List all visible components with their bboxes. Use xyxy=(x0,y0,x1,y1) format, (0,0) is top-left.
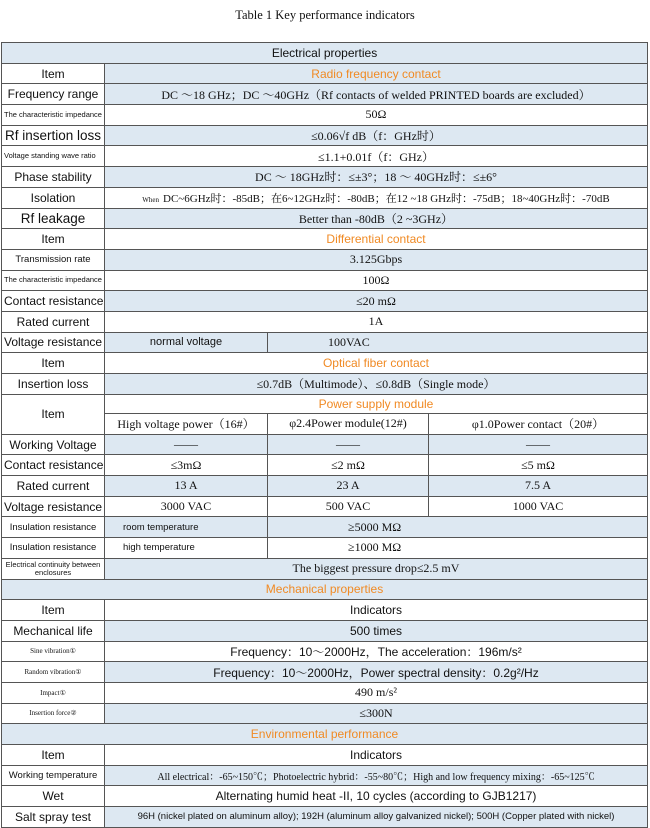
transmission-rate-value: 3.125Gbps xyxy=(105,249,648,270)
random-vibration-label: Random vibration① xyxy=(2,662,105,683)
voltage-resistance-label: Voltage resistance xyxy=(2,332,105,353)
vswr-label: Voltage standing wave ratio xyxy=(2,146,105,167)
normal-voltage-label: normal voltage xyxy=(105,332,268,353)
phase-stability-label: Phase stability xyxy=(2,167,105,188)
insertion-force-label: Insertion force② xyxy=(2,703,105,724)
transmission-rate-label: Transmission rate xyxy=(2,249,105,270)
item-header-4: Item xyxy=(2,394,105,434)
phase-stability-value: DC ～ 18GHz时：≤±3°；18 ～ 40GHz时：≤±6° xyxy=(105,167,648,188)
mechanical-life-value: 500 times xyxy=(105,620,648,641)
working-temperature-value: All electrical：-65~150℃；Photoelectric hybrid：-55~80℃；High and low frequency mixing：-65~125℃ xyxy=(105,765,648,786)
psm-contact-resistance-1: ≤3mΩ xyxy=(105,455,268,476)
salt-spray-value: 96H (nickel plated on aluminum alloy); 192H (aluminum alloy galvanized nickel); 500H (Copper plated with nickel) xyxy=(105,807,648,828)
insulation-resistance-value-2: ≥1000 MΩ xyxy=(268,538,648,559)
section-environmental: Environmental performance xyxy=(2,724,648,745)
working-voltage-1: —— xyxy=(105,434,268,455)
optical-fiber-header: Optical fiber contact xyxy=(105,353,648,374)
section-electrical: Electrical properties xyxy=(2,43,648,64)
room-temperature-label: room temperature xyxy=(105,517,268,538)
kpi-table xyxy=(1,42,648,828)
psm-voltage-resistance-2: 500 VAC xyxy=(268,496,429,517)
contact-resistance-label: Contact resistance xyxy=(2,291,105,312)
isolation-value-cell xyxy=(105,187,648,208)
psm-rated-current-label: Rated current xyxy=(2,476,105,497)
insulation-resistance-label-1: Insulation resistance xyxy=(2,517,105,538)
rf-insertion-loss-label: Rf insertion loss xyxy=(2,125,105,146)
voltage-resistance-value: 100VAC xyxy=(268,332,648,353)
isolation-label: Isolation xyxy=(2,187,105,208)
insulation-resistance-label-2: Insulation resistance xyxy=(2,538,105,559)
power-supply-header: Power supply module xyxy=(105,394,648,413)
frequency-range-label: Frequency range xyxy=(2,84,105,105)
electrical-continuity-label: Electrical continuity between enclosures xyxy=(2,558,105,579)
psm-voltage-resistance-label: Voltage resistance xyxy=(2,496,105,517)
sine-vibration-value: Frequency：10～2000Hz，The acceleration：196m/s² xyxy=(105,641,648,662)
rated-current-value: 1A xyxy=(105,311,648,332)
psm-contact-resistance-2: ≤2 mΩ xyxy=(268,455,429,476)
psm-contact-resistance-label: Contact resistance xyxy=(2,455,105,476)
mechanical-life-label: Mechanical life xyxy=(2,620,105,641)
env-item-header: Item xyxy=(2,745,105,766)
rf-leakage-label: Rf leakage xyxy=(2,208,105,229)
differential-contact-header: Differential contact xyxy=(105,229,648,250)
vswr-value: ≤1.1+0.01f（f：GHz） xyxy=(105,146,648,167)
psm-col-high-voltage: High voltage power（16#） xyxy=(105,413,268,434)
rated-current-label: Rated current xyxy=(2,311,105,332)
mech-item-header: Item xyxy=(2,600,105,621)
impedance-2-label: The characteristic impedance xyxy=(2,270,105,291)
rf-insertion-loss-value: ≤0.06√f dB（f：GHz时） xyxy=(105,125,648,146)
psm-rated-current-2: 23 A xyxy=(268,476,429,497)
random-vibration-value: Frequency：10～2000Hz，Power spectral density：0.2g²/Hz xyxy=(105,662,648,683)
psm-voltage-resistance-3: 1000 VAC xyxy=(429,496,648,517)
impedance-value: 50Ω xyxy=(105,105,648,126)
impact-value: 490 m/s² xyxy=(105,682,648,703)
psm-col-power-module: φ2.4Power module(12#) xyxy=(268,413,429,434)
rf-leakage-value: Better than -80dB（2 ~3GHz） xyxy=(105,208,648,229)
impedance-2-value: 100Ω xyxy=(105,270,648,291)
mech-indicators-header: Indicators xyxy=(105,600,648,621)
psm-rated-current-1: 13 A xyxy=(105,476,268,497)
psm-rated-current-3: 7.5 A xyxy=(429,476,648,497)
working-voltage-2: —— xyxy=(268,434,429,455)
contact-resistance-value: ≤20 mΩ xyxy=(105,291,648,312)
section-mechanical: Mechanical properties xyxy=(2,579,648,600)
electrical-continuity-value: The biggest pressure drop≤2.5 mV xyxy=(105,558,648,579)
item-header-3: Item xyxy=(2,353,105,374)
item-header-2: Item xyxy=(2,229,105,250)
working-voltage-label: Working Voltage xyxy=(2,434,105,455)
psm-col-power-contact: φ1.0Power contact（20#） xyxy=(429,413,648,434)
psm-voltage-resistance-1: 3000 VAC xyxy=(105,496,268,517)
working-voltage-3: —— xyxy=(429,434,648,455)
isolation-value: DC~6GHz时：-85dB；在6~12GHz时：-80dB；在12 ~18 GHz时：-75dB；18~40GHz时：-70dB xyxy=(163,192,610,205)
wet-value: Alternating humid heat -II, 10 cycles (according to GJB1217) xyxy=(105,786,648,807)
item-header: Item xyxy=(2,63,105,84)
isolation-prefix: When xyxy=(142,195,160,204)
psm-contact-resistance-3: ≤5 mΩ xyxy=(429,455,648,476)
insertion-force-value: ≤300N xyxy=(105,703,648,724)
env-indicators-header: Indicators xyxy=(105,745,648,766)
impedance-label: The characteristic impedance xyxy=(2,105,105,126)
impact-label: Impact① xyxy=(2,682,105,703)
salt-spray-label: Salt spray test xyxy=(2,807,105,828)
insertion-loss-value: ≤0.7dB（Multimode）、≤0.8dB（Single mode） xyxy=(105,374,648,395)
insertion-loss-label: Insertion loss xyxy=(2,374,105,395)
table-caption: Table 1 Key performance indicators xyxy=(235,8,415,22)
sine-vibration-label: Sine vibration① xyxy=(2,641,105,662)
high-temperature-label: high temperature xyxy=(105,538,268,559)
insulation-resistance-value-1: ≥5000 MΩ xyxy=(268,517,648,538)
frequency-range-value: DC ～18 GHz；DC ～40GHz（Rf contacts of welded PRINTED boards are excluded） xyxy=(105,84,648,105)
wet-label: Wet xyxy=(2,786,105,807)
rf-contact-header: Radio frequency contact xyxy=(105,63,648,84)
working-temperature-label: Working temperature xyxy=(2,765,105,786)
